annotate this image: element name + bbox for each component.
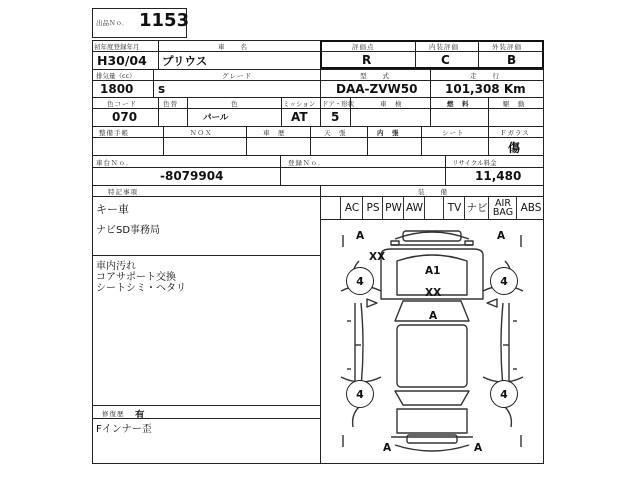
maintenance-label: 整備手帳 <box>99 129 129 137</box>
equip-ac: AC <box>340 196 363 220</box>
mileage-value: 101,308 Km <box>445 82 526 96</box>
type-label: 型 式 <box>360 72 390 80</box>
tyre-front-right: 4 <box>490 267 518 295</box>
car-damage-diagram <box>321 221 543 463</box>
doors-value: 5 <box>331 110 340 124</box>
score-label: 評価点 <box>352 43 375 51</box>
equip-navi: ナビ <box>464 196 489 220</box>
repair-history-label: 修復歴 <box>102 410 125 418</box>
mark-cabin: A <box>429 310 438 322</box>
equip-blank <box>424 196 444 220</box>
equip-tv: TV <box>443 196 465 220</box>
model-label: 車 名 <box>218 43 248 51</box>
mark-front-right: A <box>497 230 506 242</box>
recycle-value: 11,480 <box>475 169 522 183</box>
mark-front-left: A <box>356 230 365 242</box>
tyre-rear-left: 4 <box>346 380 374 408</box>
color-value: パール <box>203 113 229 123</box>
equip-pw: PW <box>382 196 404 220</box>
interior-fabric-label: 内 張 <box>377 129 400 137</box>
drive-label: 駆 動 <box>503 100 526 108</box>
first-reg-value: H30/04 <box>97 53 147 68</box>
color-code-label: 色コード <box>107 100 137 108</box>
remark-line-2: コアサポート交換 <box>96 272 176 283</box>
mark-rear-left: A <box>383 442 392 454</box>
equip-airbag: AIR BAG <box>488 196 517 220</box>
mark-roof-xx: XX <box>425 287 442 299</box>
type-value: DAA-ZVW50 <box>336 82 418 96</box>
special-notes-label: 特記事項 <box>108 188 138 196</box>
equip-aw: AW <box>403 196 425 220</box>
chassis-label: 車台Ｎｏ． <box>96 159 134 167</box>
equip-abs: ABS <box>516 196 545 220</box>
registration-label: 登録Ｎｏ． <box>288 159 326 167</box>
first-reg-label: 初年度登録年月 <box>94 43 140 51</box>
tyre-front-left: 4 <box>346 267 374 295</box>
inspection-label: 車 検 <box>380 100 403 108</box>
transmission-label: ミッション <box>283 100 316 108</box>
mark-roof-a1: A1 <box>425 265 441 277</box>
color-code-value: 070 <box>112 110 138 124</box>
grade-label: グレード <box>222 72 252 80</box>
special-line-2: ナビSD事務局 <box>96 225 161 236</box>
lot-number: 1153 <box>139 10 190 31</box>
color-system-label: 色替 <box>163 100 178 108</box>
doors-label: ドア・形状 <box>322 100 355 108</box>
equip-ps: PS <box>362 196 383 220</box>
interior-score-label: 内装評価 <box>429 43 459 51</box>
special-line-1: キー車 <box>96 203 129 216</box>
tyre-rear-right: 4 <box>490 380 518 408</box>
seat-label: シート <box>442 129 465 137</box>
interior-score-value: C <box>441 53 450 67</box>
fglass-label: Ｆガラス <box>500 129 530 137</box>
fglass-value: 傷 <box>508 141 521 155</box>
equipment-label: 装 備 <box>418 188 448 196</box>
fuel-label: 燃 料 <box>447 100 470 108</box>
mileage-label: 走 行 <box>470 72 500 80</box>
chassis-value: -8079904 <box>160 169 224 183</box>
exterior-score-value: B <box>507 53 517 67</box>
mark-rear-right: A <box>474 442 483 454</box>
color-label: 色 <box>231 100 239 108</box>
displacement-value: 1800 <box>100 82 134 96</box>
model-value: プリウス <box>162 54 208 68</box>
repair-history-value: 有 <box>135 410 145 421</box>
mark-hood-xx: XX <box>369 251 386 263</box>
sunroof-label: 天 張 <box>324 129 347 137</box>
transmission-value: AT <box>291 110 308 124</box>
nox-label: ＮＯＸ <box>190 129 213 137</box>
history-label: 車 歴 <box>263 129 286 137</box>
recycle-label: リサイクル料金 <box>452 159 497 167</box>
exterior-score-label: 外装評価 <box>492 43 522 51</box>
remark-line-1: 車内汚れ <box>96 261 136 272</box>
grade-value: s <box>158 82 166 96</box>
lot-label: 出品Ｎｏ． <box>96 19 129 27</box>
displacement-label: 排気量（cc） <box>96 72 136 80</box>
repair-note: Fインナー歪 <box>96 424 152 435</box>
remark-line-3: シートシミ・ヘタリ <box>96 283 186 294</box>
score-value: R <box>362 53 372 67</box>
